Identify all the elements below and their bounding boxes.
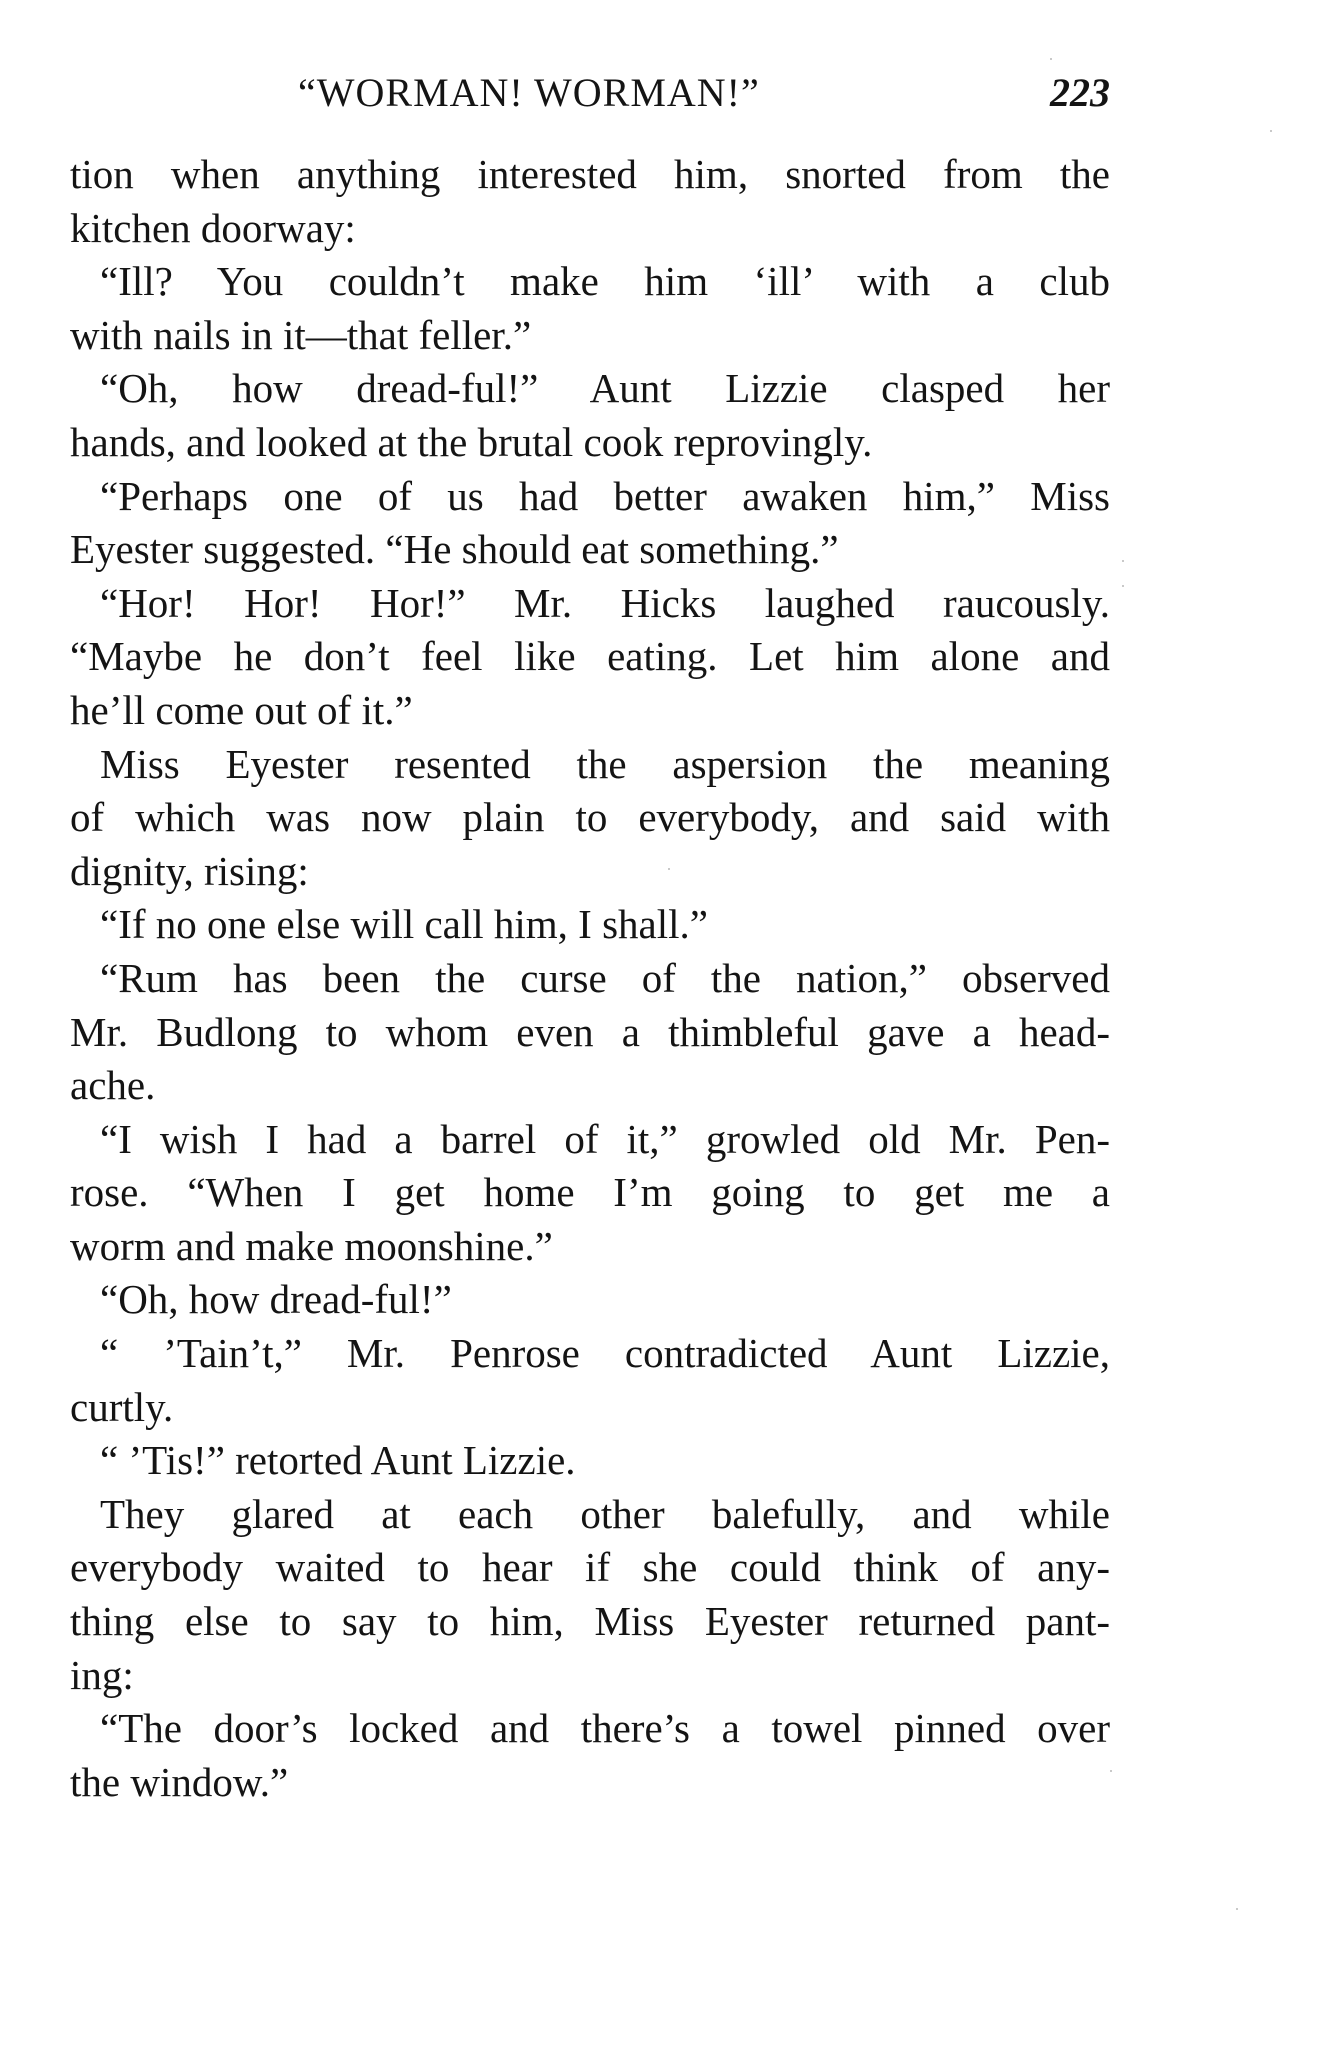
text-line: hands, and looked at the brutal cook reprovingly. xyxy=(70,418,873,465)
paper-speck xyxy=(668,868,670,870)
text-line: “Hor! Hor! Hor!” Mr. Hicks laughed raucously. xyxy=(100,579,1110,626)
text-line: “The door’s locked and there’s a towel pinned over xyxy=(100,1705,1110,1752)
paper-speck xyxy=(1236,1908,1238,1910)
text-line: tion when anything interested him, snorted from the xyxy=(70,151,1110,197)
text-line: “Oh, how dread-ful!” Aunt Lizzie clasped her xyxy=(100,365,1110,412)
text-line: thing else to say to him, Miss Eyester returned pant- xyxy=(70,1598,1110,1645)
paper-speck xyxy=(1270,130,1272,132)
text-line: Mr. Budlong to whom even a thimbleful gave a head- xyxy=(70,1008,1110,1055)
paper-speck xyxy=(1050,58,1052,60)
text-line: ache. xyxy=(70,1062,156,1109)
running-head xyxy=(70,58,1110,128)
text-line: worm and make moonshine.” xyxy=(70,1222,553,1269)
text-line: “Ill? You couldn’t make him ‘ill’ with a club xyxy=(100,258,1110,305)
body-text xyxy=(70,148,1110,1809)
text-line: “Perhaps one of us had better awaken him,” Miss xyxy=(100,472,1110,519)
text-line: “Oh, how dread-ful!” xyxy=(100,1276,452,1323)
text-line: dignity, rising: xyxy=(70,847,309,894)
paper-speck xyxy=(1122,585,1124,587)
text-line: everybody waited to hear if she could think of any- xyxy=(70,1544,1110,1591)
paper-speck xyxy=(1122,560,1124,562)
page-number: 223 xyxy=(1050,70,1110,115)
text-line: “ ’Tain’t,” Mr. Penrose contradicted Aunt Lizzie, xyxy=(100,1330,1110,1377)
text-line: “Rum has been the curse of the nation,” observed xyxy=(100,954,1110,1001)
text-line: “If no one else will call him, I shall.” xyxy=(100,901,708,948)
text-line: curtly. xyxy=(70,1383,174,1430)
running-title: “WORMAN! WORMAN!” xyxy=(298,70,760,115)
text-line: Eyester suggested. “He should eat something.” xyxy=(70,526,839,573)
text-line: Miss Eyester resented the aspersion the meaning xyxy=(100,740,1110,787)
text-line: rose. “When I get home I’m going to get me a xyxy=(70,1169,1110,1216)
text-line: “I wish I had a barrel of it,” growled old Mr. Pen- xyxy=(100,1115,1110,1162)
text-line: the window.” xyxy=(70,1758,289,1805)
text-line: kitchen doorway: xyxy=(70,204,356,251)
text-line: he’ll come out of it.” xyxy=(70,686,413,733)
text-line: with nails in it—that feller.” xyxy=(70,311,532,358)
text-line: “Maybe he don’t feel like eating. Let him alone and xyxy=(70,633,1110,680)
text-line: They glared at each other balefully, and while xyxy=(100,1490,1110,1537)
paper-speck xyxy=(1110,1770,1112,1772)
text-line: of which was now plain to everybody, and said with xyxy=(70,794,1110,841)
text-line: “ ’Tis!” retorted Aunt Lizzie. xyxy=(100,1437,576,1484)
text-line: ing: xyxy=(70,1651,134,1698)
